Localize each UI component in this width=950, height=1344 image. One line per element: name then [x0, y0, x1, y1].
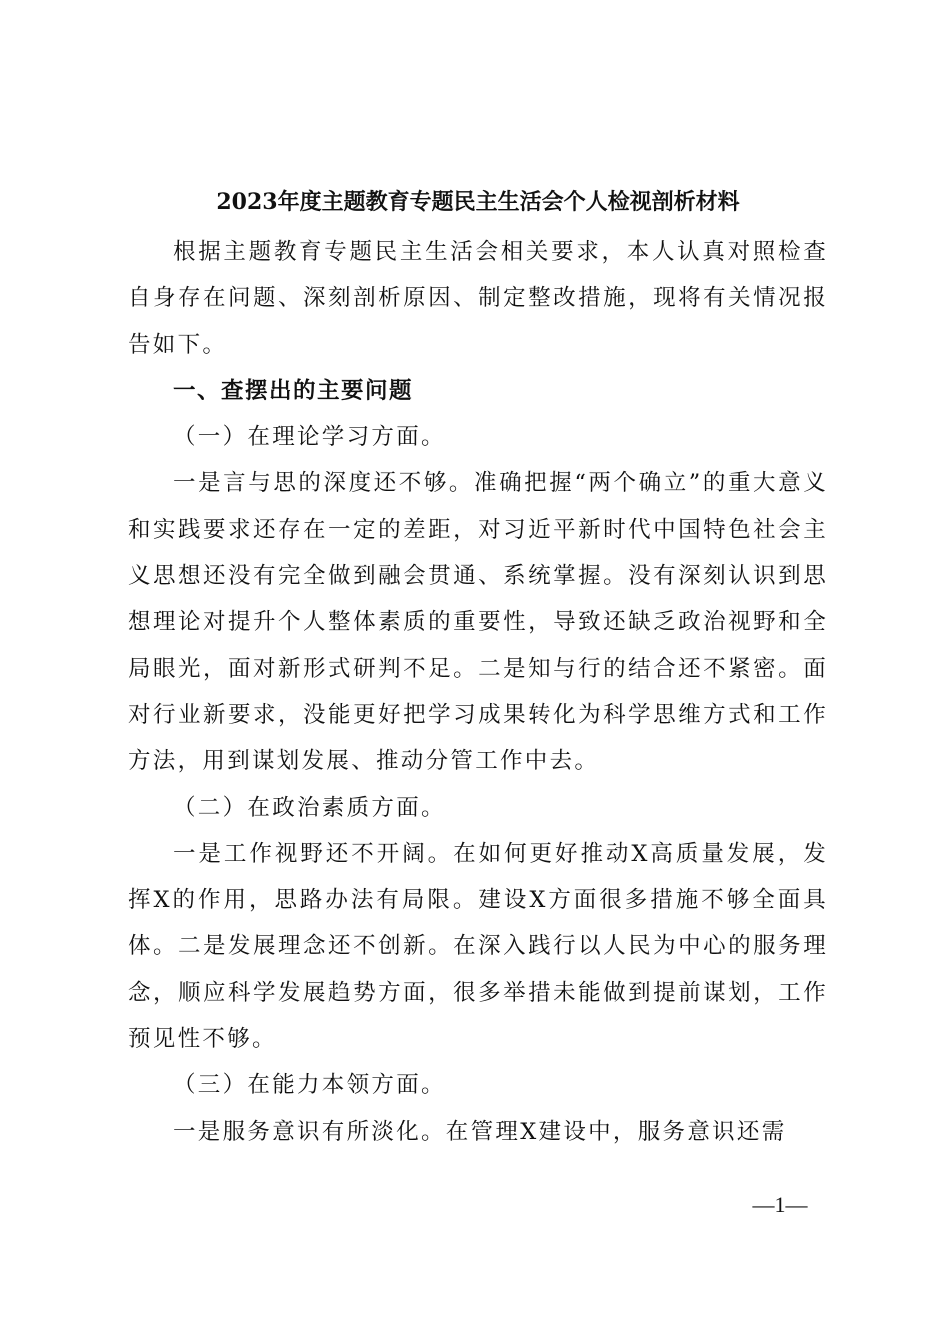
page-number: —1—: [752, 1192, 808, 1217]
paragraph-political-quality: 一是工作视野还不开阔。在如何更好推动X高质量发展，发挥X的作用，思路办法有局限。建设X方面很多措施不够全面具体。二是发展理念还不创新。在深入践行以人民为中心的服务理念，顺应科学发展趋势方面，很多举措未能做到提前谋划，工作预见性不够。: [128, 840, 828, 1053]
subheading-ability: （三）在能力本领方面。: [173, 1072, 446, 1099]
document-title: 2023年度主题教育专题民主生活会个人检视剖析材料: [216, 189, 740, 215]
paragraph-theory-study: 一是言与思的深度还不够。准确把握“两个确立”的重大意义和实践要求还存在一定的差距，对习近平新时代中国特色社会主义思想还没有完全做到融会贯通、系统掌握。没有深刻认识到思想理论对提升个人整体素质的重要性，导致还缺乏政治视野和全局眼光，面对新形式研判不足。二是知与行的结合还不紧密。面对行业新要求，没能更好把学习成果转化为科学思维方式和工作方法，用到谋划发展、推动分管工作中去。: [128, 470, 828, 775]
document-body: [128, 229, 828, 1155]
subheading-theory-study: （一）在理论学习方面。: [173, 424, 446, 451]
subheading-political-quality: （二）在政治素质方面。: [173, 794, 446, 821]
paragraph-ability: 一是服务意识有所淡化。在管理X建设中，服务意识还需: [173, 1118, 787, 1145]
section-heading-problems: 一、查摆出的主要问题: [173, 377, 414, 404]
intro-paragraph: 根据主题教育专题民主生活会相关要求，本人认真对照检查自身存在问题、深刻剖析原因、制定整改措施，现将有关情况报告如下。: [128, 239, 828, 358]
